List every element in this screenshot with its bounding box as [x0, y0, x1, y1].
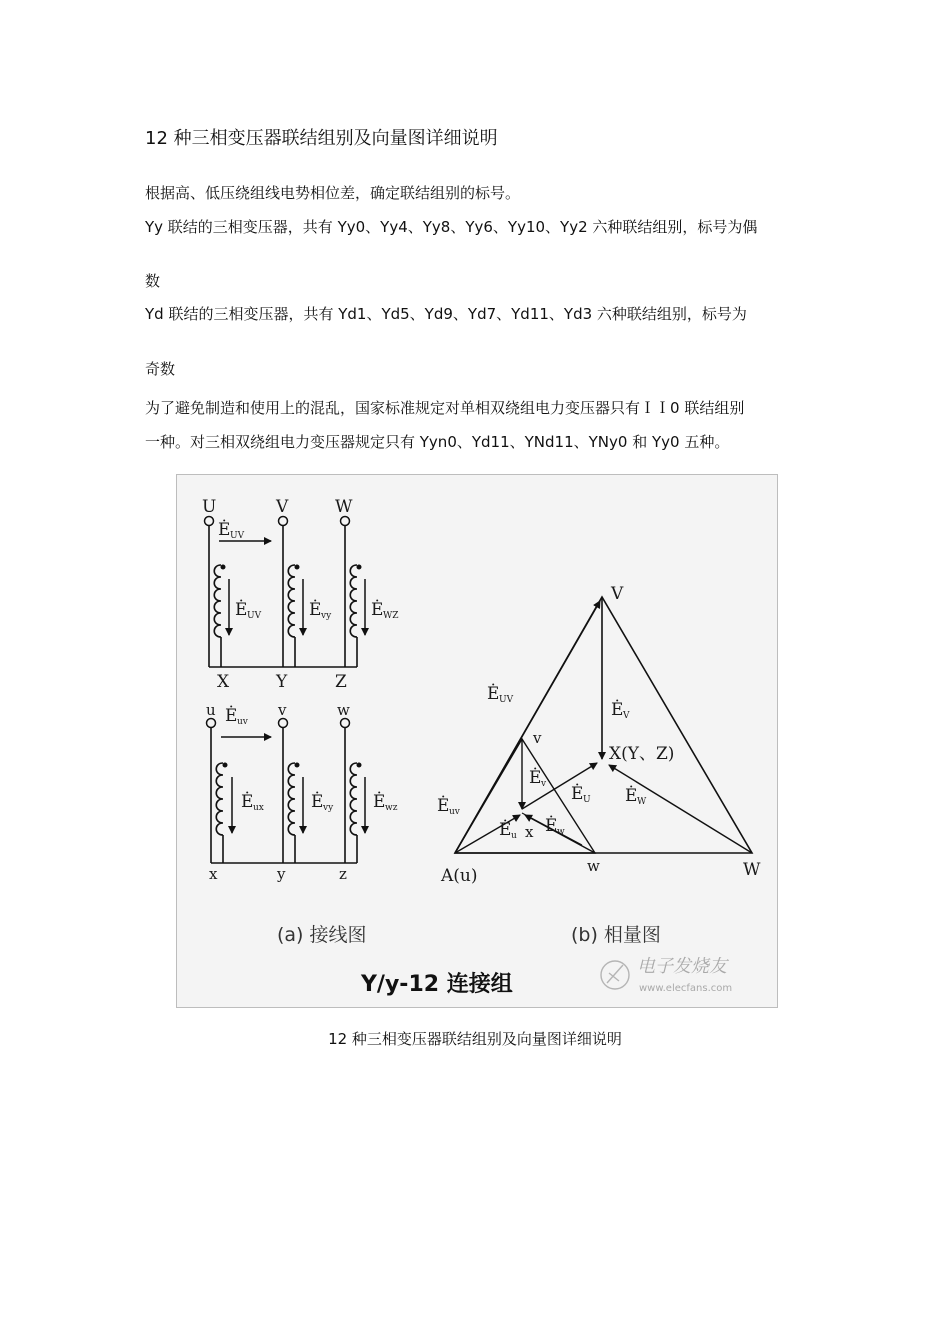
- svg-text:V: V: [623, 711, 630, 721]
- watermark-url: www.elecfans.com: [639, 983, 733, 994]
- label-v: v: [278, 701, 287, 719]
- svg-text:U: U: [583, 795, 591, 805]
- paragraph-3-line-1: Yd 联结的三相变压器，共有 Yd1、Yd5、Yd9、Yd7、Yd11、Yd3 六种联结组别，标号为: [145, 305, 747, 323]
- svg-text:W: W: [637, 797, 647, 807]
- label-x: x: [209, 865, 218, 883]
- svg-text:vy: vy: [321, 611, 332, 621]
- emf-UV-top: Ė: [218, 520, 231, 540]
- figure-caption: 12 种三相变压器联结组别及向量图详细说明: [328, 1030, 622, 1048]
- svg-text:u: u: [511, 831, 517, 841]
- hv-winding-diagram: [202, 497, 399, 692]
- svg-text:uv: uv: [449, 807, 460, 817]
- terminal-U: [205, 517, 214, 526]
- emf-VY-coil: Ė: [309, 600, 322, 620]
- group-title: Y/y-12 连接组: [361, 972, 513, 997]
- svg-text:ux: ux: [253, 803, 264, 813]
- phasor-E-W: Ė: [625, 786, 638, 806]
- label-w-lower: w: [587, 857, 600, 875]
- svg-text:v: v: [541, 779, 547, 789]
- paragraph-4-line-2: 一种。对三相双绕组电力变压器规定只有 Yyn0、Yd11、YNd11、YNy0 和 Yy0 五种。: [145, 433, 730, 451]
- terminal-V: [279, 517, 288, 526]
- document-title: 12 种三相变压器联结组别及向量图详细说明: [145, 128, 498, 149]
- svg-text:UV: UV: [499, 695, 514, 705]
- phasor-E-V: Ė: [611, 700, 624, 720]
- emf-vy-coil: Ė: [311, 792, 324, 812]
- transformer-diagram: [177, 475, 777, 1007]
- watermark-text: 电子发烧友: [637, 956, 727, 977]
- label-U: U: [202, 497, 217, 517]
- phasor-E-U: Ė: [571, 784, 584, 804]
- label-Z: Z: [335, 672, 347, 692]
- paragraph-2-line-2: 数: [145, 272, 161, 290]
- label-A-u: A(u): [441, 866, 478, 886]
- label-y: y: [277, 865, 286, 883]
- label-Y: Y: [276, 672, 288, 692]
- label-V: V: [276, 497, 289, 517]
- phasor-E-v: Ė: [529, 768, 542, 788]
- svg-text:UV: UV: [247, 611, 262, 621]
- svg-text:vy: vy: [323, 803, 334, 813]
- paragraph-1: 根据高、低压绕组线电势相位差，确定联结组别的标号。: [145, 184, 521, 202]
- phasor-E-uv: Ė: [437, 796, 450, 816]
- phasor-diagram: [437, 584, 761, 886]
- emf-WZ-coil: Ė: [371, 600, 384, 620]
- label-w: w: [337, 701, 350, 719]
- svg-text:w: w: [557, 827, 565, 837]
- label-W-upper: W: [743, 860, 761, 880]
- paragraph-3-line-2: 奇数: [145, 360, 176, 378]
- transformer-figure: [176, 474, 778, 1008]
- paragraph-4-line-1: 为了避免制造和使用上的混乱，国家标准规定对单相双绕组电力变压器只有ＩＩ0 联结组别: [145, 399, 745, 417]
- label-W: W: [335, 497, 353, 517]
- phasor-E-w: Ė: [545, 816, 558, 836]
- label-V-upper: V: [611, 584, 624, 604]
- caption-a: (a) 接线图: [277, 924, 367, 946]
- phasor-E-UV: Ė: [487, 684, 500, 704]
- svg-text:WZ: WZ: [383, 611, 399, 621]
- phasor-E-u: Ė: [499, 820, 512, 840]
- lv-winding-diagram: [206, 701, 398, 883]
- svg-text:UV: UV: [230, 531, 245, 541]
- svg-text:wz: wz: [385, 803, 398, 813]
- label-u: u: [206, 701, 216, 719]
- label-x-lower: x: [525, 823, 534, 841]
- emf-ux-coil: Ė: [241, 792, 254, 812]
- emf-wz-coil: Ė: [373, 792, 386, 812]
- caption-b: (b) 相量图: [571, 924, 661, 946]
- label-X: X: [217, 672, 230, 692]
- terminal-W: [341, 517, 350, 526]
- emf-uv-top: Ė: [225, 706, 238, 726]
- label-z: z: [339, 865, 347, 883]
- emf-UV-coil: Ė: [235, 600, 248, 620]
- svg-text:uv: uv: [237, 717, 248, 727]
- label-XYZ: X(Y、Z): [609, 744, 675, 764]
- paragraph-2-line-1: Yy 联结的三相变压器，共有 Yy0、Yy4、Yy8、Yy6、Yy10、Yy2 六种联结组别，标号为偶: [145, 218, 758, 236]
- watermark-logo: [601, 956, 732, 994]
- label-v-lower: v: [533, 729, 542, 747]
